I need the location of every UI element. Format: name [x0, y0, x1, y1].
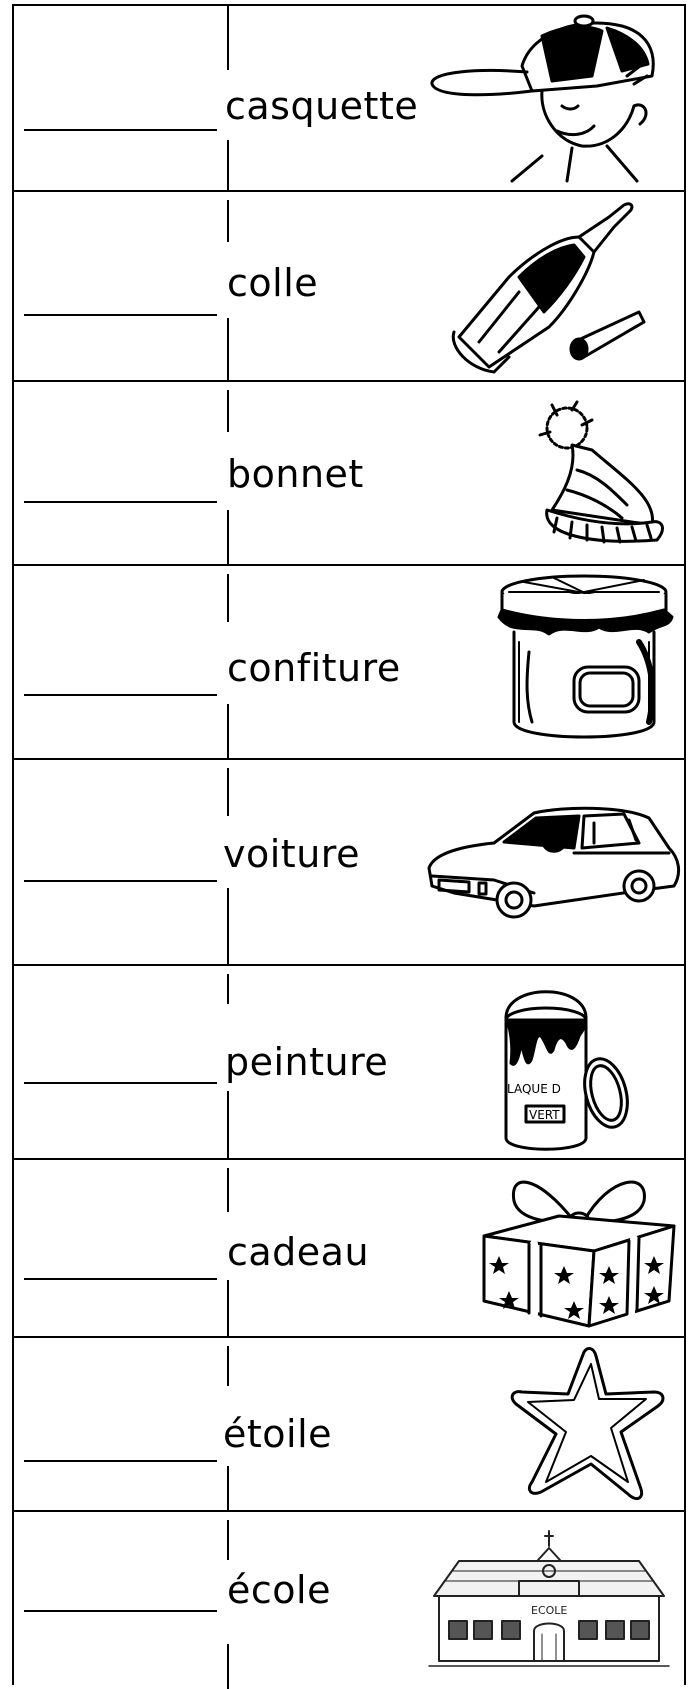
- word-label: bonnet: [227, 452, 364, 496]
- divider-line: [227, 888, 229, 966]
- divider-line: [227, 6, 229, 70]
- divider-line: [227, 1520, 229, 1560]
- word-label: confiture: [227, 646, 401, 690]
- answer-blank[interactable]: [24, 694, 217, 696]
- divider-line: [227, 704, 229, 760]
- answer-blank[interactable]: [24, 501, 217, 503]
- worksheet-row: [14, 758, 684, 964]
- divider-line: [227, 1091, 229, 1160]
- paint-can-label: LAQUE D: [507, 1082, 561, 1096]
- gift-box-icon: [479, 1166, 679, 1332]
- answer-blank[interactable]: [24, 1082, 217, 1084]
- word-label: cadeau: [227, 1230, 370, 1274]
- answer-blank[interactable]: [24, 1610, 217, 1612]
- word-label: colle: [227, 261, 319, 305]
- word-label: étoile: [223, 1412, 333, 1456]
- worksheet-row: [14, 190, 684, 380]
- wool-hat-icon: [532, 400, 682, 550]
- word-label: casquette: [225, 84, 419, 128]
- paint-can-icon: [501, 988, 636, 1158]
- glue-tube-icon: [449, 197, 679, 377]
- divider-line: [227, 1346, 229, 1386]
- worksheet-row: [14, 1510, 684, 1687]
- worksheet: [12, 4, 686, 1685]
- answer-blank[interactable]: [24, 314, 217, 316]
- worksheet-row: [14, 964, 684, 1158]
- divider-line: [227, 768, 229, 816]
- cap-boy-icon: [422, 6, 672, 186]
- school-building-icon: [424, 1526, 674, 1676]
- worksheet-row: [14, 1158, 684, 1336]
- divider-line: [227, 200, 229, 242]
- word-label: peinture: [225, 1040, 389, 1084]
- car-icon: [424, 798, 684, 924]
- paint-can-color-label: VERT: [529, 1108, 560, 1122]
- divider-line: [227, 1168, 229, 1212]
- divider-line: [227, 510, 229, 566]
- divider-line: [227, 140, 229, 190]
- answer-blank[interactable]: [24, 880, 217, 882]
- divider-line: [227, 390, 229, 432]
- answer-blank[interactable]: [24, 1460, 217, 1462]
- answer-blank[interactable]: [24, 129, 217, 131]
- divider-line: [227, 1644, 229, 1689]
- worksheet-row: [14, 1336, 684, 1510]
- school-sign: ECOLE: [531, 1604, 568, 1617]
- star-icon: [506, 1344, 676, 1504]
- divider-line: [227, 574, 229, 622]
- worksheet-row: [14, 6, 684, 190]
- jam-jar-icon: [494, 572, 674, 754]
- worksheet-row: [14, 564, 684, 758]
- divider-line: [227, 318, 229, 382]
- divider-line: [227, 1466, 229, 1512]
- word-label: voiture: [223, 832, 360, 876]
- worksheet-row: [14, 380, 684, 564]
- answer-blank[interactable]: [24, 1278, 217, 1280]
- word-label: école: [227, 1568, 331, 1612]
- divider-line: [227, 1280, 229, 1338]
- divider-line: [227, 974, 229, 1004]
